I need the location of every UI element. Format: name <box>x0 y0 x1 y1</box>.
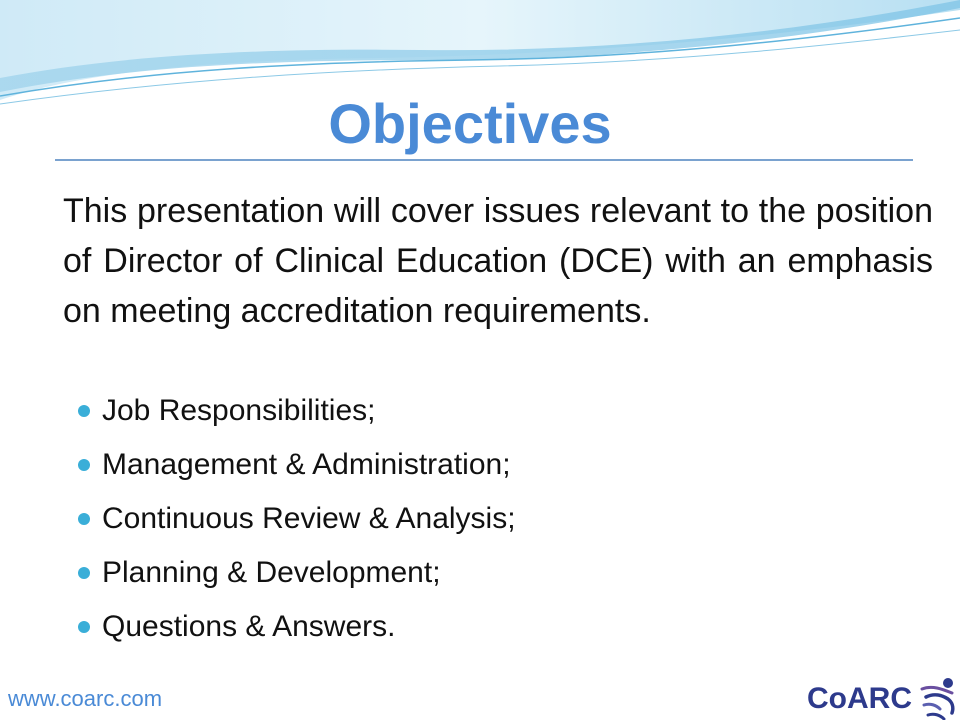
breathing-person-icon <box>918 675 958 720</box>
logo-text: CoARC <box>807 682 912 715</box>
intro-paragraph: This presentation will cover issues relevant to the position of Director of Clinical Education (DCE) with an emphasis on meeting accreditation requirements. <box>63 192 933 330</box>
objectives-list <box>78 384 516 654</box>
list-item-text: Planning & Development; <box>102 556 441 589</box>
bullet-icon <box>78 513 90 525</box>
list-item <box>78 600 516 654</box>
list-item-text: Continuous Review & Analysis; <box>102 502 516 535</box>
bullet-icon <box>78 459 90 471</box>
coarc-logo <box>797 675 960 720</box>
bullet-icon <box>78 405 90 417</box>
bullet-icon <box>78 567 90 579</box>
slide-title: Objectives <box>328 92 612 155</box>
list-item <box>78 546 516 600</box>
title-divider <box>55 159 913 161</box>
list-item-text: Job Responsibilities; <box>102 394 376 427</box>
list-item-text: Management & Administration; <box>102 448 511 481</box>
list-item <box>78 438 516 492</box>
list-item <box>78 492 516 546</box>
list-item <box>78 384 516 438</box>
footer-url[interactable]: www.coarc.com <box>8 686 163 711</box>
bullet-icon <box>78 621 90 633</box>
list-item-text: Questions & Answers. <box>102 610 396 643</box>
